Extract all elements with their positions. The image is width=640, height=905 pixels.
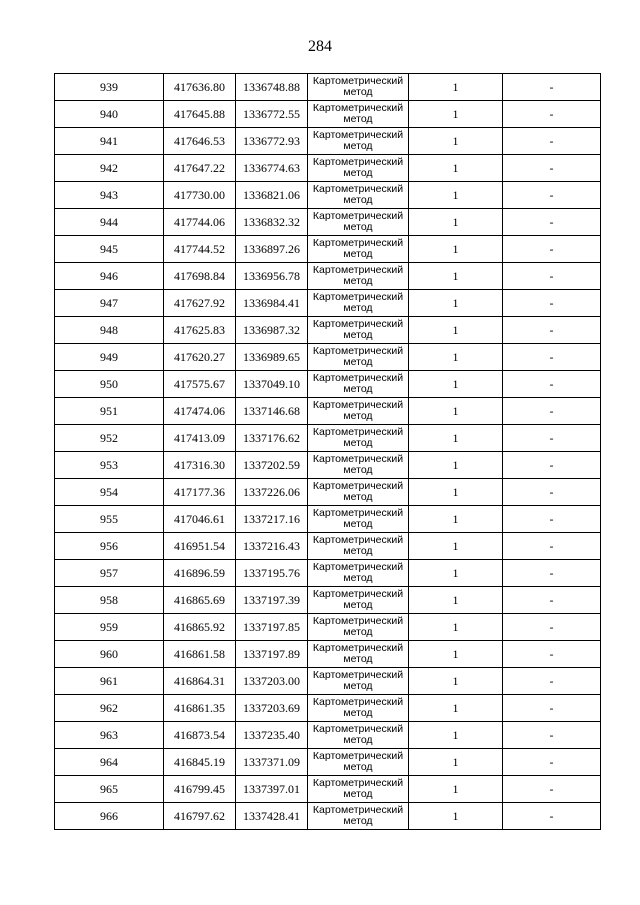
method-cell <box>308 371 409 398</box>
accuracy-cell: 1 <box>409 587 503 614</box>
method-label-line1: Картометрический <box>312 696 404 708</box>
y-coordinate-cell: 1336774.63 <box>236 155 308 182</box>
x-coordinate-cell: 417698.84 <box>164 263 236 290</box>
method-cell <box>308 695 409 722</box>
accuracy-cell: 1 <box>409 776 503 803</box>
point-number-cell: 961 <box>55 668 164 695</box>
table-row <box>55 209 601 236</box>
point-number-cell: 950 <box>55 371 164 398</box>
y-coordinate-cell: 1337371.09 <box>236 749 308 776</box>
method-label-line1: Картометрический <box>312 291 404 303</box>
method-cell <box>308 614 409 641</box>
table-row <box>55 74 601 101</box>
point-number-cell: 959 <box>55 614 164 641</box>
method-cell <box>308 317 409 344</box>
accuracy-cell: 1 <box>409 641 503 668</box>
method-cell <box>308 209 409 236</box>
accuracy-cell: 1 <box>409 290 503 317</box>
table-row <box>55 182 601 209</box>
y-coordinate-cell: 1336772.55 <box>236 101 308 128</box>
method-label-line2: метод <box>343 761 373 773</box>
method-label-line2: метод <box>343 815 373 827</box>
method-label-line1: Картометрический <box>312 183 404 195</box>
note-cell: - <box>503 344 601 371</box>
accuracy-cell: 1 <box>409 155 503 182</box>
y-coordinate-cell: 1336821.06 <box>236 182 308 209</box>
method-label-line2: метод <box>343 545 373 557</box>
y-coordinate-cell: 1337216.43 <box>236 533 308 560</box>
method-label-line1: Картометрический <box>312 372 404 384</box>
note-cell: - <box>503 533 601 560</box>
method-cell <box>308 101 409 128</box>
method-cell <box>308 749 409 776</box>
method-label-line2: метод <box>343 626 373 638</box>
method-cell <box>308 236 409 263</box>
method-label-line2: метод <box>343 437 373 449</box>
y-coordinate-cell: 1337203.69 <box>236 695 308 722</box>
table-row <box>55 749 601 776</box>
table-row <box>55 479 601 506</box>
method-label-line2: метод <box>343 221 373 233</box>
method-cell <box>308 263 409 290</box>
x-coordinate-cell: 416865.69 <box>164 587 236 614</box>
accuracy-cell: 1 <box>409 236 503 263</box>
method-label-line1: Картометрический <box>312 588 404 600</box>
y-coordinate-cell: 1337202.59 <box>236 452 308 479</box>
accuracy-cell: 1 <box>409 209 503 236</box>
method-label-line2: метод <box>343 680 373 692</box>
point-number-cell: 960 <box>55 641 164 668</box>
method-label-line2: метод <box>343 734 373 746</box>
x-coordinate-cell: 417625.83 <box>164 317 236 344</box>
y-coordinate-cell: 1336956.78 <box>236 263 308 290</box>
accuracy-cell: 1 <box>409 749 503 776</box>
y-coordinate-cell: 1337428.41 <box>236 803 308 830</box>
method-label-line1: Картометрический <box>312 669 404 681</box>
x-coordinate-cell: 417046.61 <box>164 506 236 533</box>
note-cell: - <box>503 236 601 263</box>
y-coordinate-cell: 1337176.62 <box>236 425 308 452</box>
y-coordinate-cell: 1337049.10 <box>236 371 308 398</box>
accuracy-cell: 1 <box>409 803 503 830</box>
accuracy-cell: 1 <box>409 371 503 398</box>
method-cell <box>308 722 409 749</box>
table-row <box>55 533 601 560</box>
note-cell: - <box>503 74 601 101</box>
method-cell <box>308 290 409 317</box>
point-number-cell: 945 <box>55 236 164 263</box>
method-label-line2: метод <box>343 383 373 395</box>
method-label-line2: метод <box>343 113 373 125</box>
method-cell <box>308 776 409 803</box>
point-number-cell: 966 <box>55 803 164 830</box>
method-label-line2: метод <box>343 302 373 314</box>
y-coordinate-cell: 1337197.85 <box>236 614 308 641</box>
method-label-line1: Картометрический <box>312 264 404 276</box>
note-cell: - <box>503 317 601 344</box>
page-number: 284 <box>308 38 332 55</box>
y-coordinate-cell: 1336772.93 <box>236 128 308 155</box>
point-number-cell: 953 <box>55 452 164 479</box>
x-coordinate-cell: 417636.80 <box>164 74 236 101</box>
x-coordinate-cell: 417744.06 <box>164 209 236 236</box>
x-coordinate-cell: 416799.45 <box>164 776 236 803</box>
point-number-cell: 951 <box>55 398 164 425</box>
y-coordinate-cell: 1336832.32 <box>236 209 308 236</box>
table-row <box>55 668 601 695</box>
y-coordinate-cell: 1336748.88 <box>236 74 308 101</box>
method-cell <box>308 803 409 830</box>
method-label-line2: метод <box>343 653 373 665</box>
method-label-line1: Картометрический <box>312 507 404 519</box>
point-number-cell: 958 <box>55 587 164 614</box>
method-label-line1: Картометрический <box>312 642 404 654</box>
coordinates-table <box>54 73 601 830</box>
method-label-line1: Картометрический <box>312 480 404 492</box>
y-coordinate-cell: 1336897.26 <box>236 236 308 263</box>
note-cell: - <box>503 776 601 803</box>
accuracy-cell: 1 <box>409 722 503 749</box>
accuracy-cell: 1 <box>409 452 503 479</box>
table-row <box>55 695 601 722</box>
method-label-line2: метод <box>343 410 373 422</box>
point-number-cell: 957 <box>55 560 164 587</box>
accuracy-cell: 1 <box>409 182 503 209</box>
accuracy-cell: 1 <box>409 533 503 560</box>
note-cell: - <box>503 290 601 317</box>
y-coordinate-cell: 1337195.76 <box>236 560 308 587</box>
method-label-line2: метод <box>343 248 373 260</box>
method-label-line2: метод <box>343 329 373 341</box>
table-row <box>55 236 601 263</box>
method-label-line2: метод <box>343 464 373 476</box>
x-coordinate-cell: 417620.27 <box>164 344 236 371</box>
point-number-cell: 963 <box>55 722 164 749</box>
x-coordinate-cell: 417730.00 <box>164 182 236 209</box>
y-coordinate-cell: 1337146.68 <box>236 398 308 425</box>
point-number-cell: 940 <box>55 101 164 128</box>
method-cell <box>308 155 409 182</box>
table-row <box>55 641 601 668</box>
method-cell <box>308 641 409 668</box>
point-number-cell: 942 <box>55 155 164 182</box>
y-coordinate-cell: 1337226.06 <box>236 479 308 506</box>
x-coordinate-cell: 416865.92 <box>164 614 236 641</box>
method-label-line1: Картометрический <box>312 561 404 573</box>
note-cell: - <box>503 668 601 695</box>
y-coordinate-cell: 1337217.16 <box>236 506 308 533</box>
method-label-line1: Картометрический <box>312 534 404 546</box>
accuracy-cell: 1 <box>409 263 503 290</box>
note-cell: - <box>503 695 601 722</box>
method-cell <box>308 128 409 155</box>
method-cell <box>308 425 409 452</box>
accuracy-cell: 1 <box>409 560 503 587</box>
point-number-cell: 955 <box>55 506 164 533</box>
point-number-cell: 954 <box>55 479 164 506</box>
table-row <box>55 452 601 479</box>
method-cell <box>308 452 409 479</box>
note-cell: - <box>503 182 601 209</box>
x-coordinate-cell: 416896.59 <box>164 560 236 587</box>
method-label-line2: метод <box>343 572 373 584</box>
method-label-line2: метод <box>343 86 373 98</box>
accuracy-cell: 1 <box>409 695 503 722</box>
x-coordinate-cell: 417177.36 <box>164 479 236 506</box>
table-row <box>55 155 601 182</box>
method-cell <box>308 533 409 560</box>
x-coordinate-cell: 416873.54 <box>164 722 236 749</box>
y-coordinate-cell: 1337203.00 <box>236 668 308 695</box>
note-cell: - <box>503 641 601 668</box>
x-coordinate-cell: 417744.52 <box>164 236 236 263</box>
accuracy-cell: 1 <box>409 74 503 101</box>
point-number-cell: 941 <box>55 128 164 155</box>
method-label-line1: Картометрический <box>312 102 404 114</box>
table-row <box>55 722 601 749</box>
note-cell: - <box>503 101 601 128</box>
table-row <box>55 101 601 128</box>
y-coordinate-cell: 1336984.41 <box>236 290 308 317</box>
x-coordinate-cell: 416951.54 <box>164 533 236 560</box>
table-row <box>55 506 601 533</box>
x-coordinate-cell: 417413.09 <box>164 425 236 452</box>
table-row <box>55 290 601 317</box>
y-coordinate-cell: 1337397.01 <box>236 776 308 803</box>
y-coordinate-cell: 1337197.39 <box>236 587 308 614</box>
accuracy-cell: 1 <box>409 344 503 371</box>
x-coordinate-cell: 417474.06 <box>164 398 236 425</box>
note-cell: - <box>503 155 601 182</box>
y-coordinate-cell: 1337197.89 <box>236 641 308 668</box>
point-number-cell: 965 <box>55 776 164 803</box>
note-cell: - <box>503 560 601 587</box>
method-cell <box>308 479 409 506</box>
table-row <box>55 128 601 155</box>
method-label-line1: Картометрический <box>312 615 404 627</box>
method-label-line1: Картометрический <box>312 750 404 762</box>
method-label-line1: Картометрический <box>312 804 404 816</box>
method-label-line2: метод <box>343 356 373 368</box>
method-cell <box>308 398 409 425</box>
note-cell: - <box>503 479 601 506</box>
note-cell: - <box>503 398 601 425</box>
method-label-line1: Картометрический <box>312 156 404 168</box>
method-label-line1: Картометрический <box>312 426 404 438</box>
method-label-line2: метод <box>343 140 373 152</box>
accuracy-cell: 1 <box>409 398 503 425</box>
point-number-cell: 944 <box>55 209 164 236</box>
note-cell: - <box>503 722 601 749</box>
accuracy-cell: 1 <box>409 317 503 344</box>
x-coordinate-cell: 417646.53 <box>164 128 236 155</box>
x-coordinate-cell: 417647.22 <box>164 155 236 182</box>
x-coordinate-cell: 416861.58 <box>164 641 236 668</box>
note-cell: - <box>503 209 601 236</box>
note-cell: - <box>503 506 601 533</box>
x-coordinate-cell: 416864.31 <box>164 668 236 695</box>
table-row <box>55 317 601 344</box>
method-cell <box>308 344 409 371</box>
method-cell <box>308 587 409 614</box>
accuracy-cell: 1 <box>409 128 503 155</box>
table-row <box>55 425 601 452</box>
point-number-cell: 956 <box>55 533 164 560</box>
x-coordinate-cell: 417316.30 <box>164 452 236 479</box>
method-label-line2: метод <box>343 599 373 611</box>
point-number-cell: 962 <box>55 695 164 722</box>
note-cell: - <box>503 749 601 776</box>
method-label-line1: Картометрический <box>312 399 404 411</box>
accuracy-cell: 1 <box>409 479 503 506</box>
note-cell: - <box>503 452 601 479</box>
note-cell: - <box>503 128 601 155</box>
note-cell: - <box>503 263 601 290</box>
point-number-cell: 949 <box>55 344 164 371</box>
method-label-line2: метод <box>343 167 373 179</box>
y-coordinate-cell: 1337235.40 <box>236 722 308 749</box>
point-number-cell: 948 <box>55 317 164 344</box>
table-row <box>55 560 601 587</box>
method-cell <box>308 74 409 101</box>
table-row <box>55 776 601 803</box>
table-row <box>55 587 601 614</box>
point-number-cell: 943 <box>55 182 164 209</box>
method-label-line2: метод <box>343 275 373 287</box>
method-cell <box>308 182 409 209</box>
table-row <box>55 371 601 398</box>
y-coordinate-cell: 1336989.65 <box>236 344 308 371</box>
method-label-line1: Картометрический <box>312 210 404 222</box>
method-label-line2: метод <box>343 518 373 530</box>
table-row <box>55 614 601 641</box>
method-cell <box>308 668 409 695</box>
note-cell: - <box>503 803 601 830</box>
method-label-line1: Картометрический <box>312 75 404 87</box>
table-row <box>55 803 601 830</box>
method-label-line1: Картометрический <box>312 777 404 789</box>
point-number-cell: 939 <box>55 74 164 101</box>
method-label-line2: метод <box>343 707 373 719</box>
accuracy-cell: 1 <box>409 101 503 128</box>
x-coordinate-cell: 417575.67 <box>164 371 236 398</box>
x-coordinate-cell: 417645.88 <box>164 101 236 128</box>
x-coordinate-cell: 416797.62 <box>164 803 236 830</box>
accuracy-cell: 1 <box>409 668 503 695</box>
note-cell: - <box>503 614 601 641</box>
x-coordinate-cell: 417627.92 <box>164 290 236 317</box>
method-label-line1: Картометрический <box>312 237 404 249</box>
accuracy-cell: 1 <box>409 425 503 452</box>
x-coordinate-cell: 416861.35 <box>164 695 236 722</box>
method-label-line1: Картометрический <box>312 723 404 735</box>
method-label-line1: Картометрический <box>312 318 404 330</box>
note-cell: - <box>503 587 601 614</box>
point-number-cell: 947 <box>55 290 164 317</box>
y-coordinate-cell: 1336987.32 <box>236 317 308 344</box>
method-label-line2: метод <box>343 788 373 800</box>
table-row <box>55 398 601 425</box>
note-cell: - <box>503 371 601 398</box>
point-number-cell: 952 <box>55 425 164 452</box>
method-cell <box>308 506 409 533</box>
note-cell: - <box>503 425 601 452</box>
point-number-cell: 964 <box>55 749 164 776</box>
table-body <box>55 74 601 830</box>
accuracy-cell: 1 <box>409 506 503 533</box>
method-cell <box>308 560 409 587</box>
table-row <box>55 263 601 290</box>
method-label-line1: Картометрический <box>312 345 404 357</box>
accuracy-cell: 1 <box>409 614 503 641</box>
method-label-line1: Картометрический <box>312 453 404 465</box>
method-label-line2: метод <box>343 491 373 503</box>
method-label-line2: метод <box>343 194 373 206</box>
table-row <box>55 344 601 371</box>
point-number-cell: 946 <box>55 263 164 290</box>
method-label-line1: Картометрический <box>312 129 404 141</box>
x-coordinate-cell: 416845.19 <box>164 749 236 776</box>
